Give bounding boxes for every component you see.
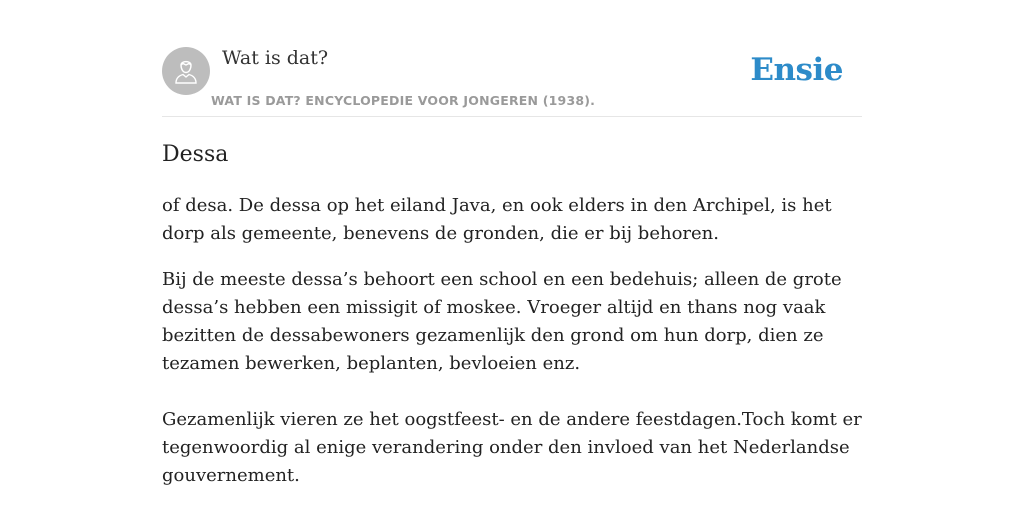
article-title: Dessa <box>162 142 229 167</box>
user-silhouette-icon <box>171 56 201 86</box>
author-name[interactable]: Wat is dat? <box>222 47 329 69</box>
article-header <box>162 46 862 117</box>
article-body <box>162 192 874 508</box>
article-paragraph: of desa. De dessa op het eiland Java, en ook elders in den Archipel, is het dorp als gemeente, benevens de gronden, die er bij behoren. <box>162 195 832 244</box>
article-paragraph: Bij de meeste dessa’s behoort een school en een bedehuis; alleen de grote dessa’s hebben een missigit of moskee. Vroeger altijd en thans nog vaak bezitten de dessabewoners gezamenlijk den grond om hun dorp, dien ze tezamen bewerken, beplanten, bevloeien enz. Gezamenlijk vieren ze het oogstfeest- en de andere feestdagen.Toch komt er tegenwoordig al enige verandering onder den invloed van het Nederlandse gouvernement. <box>162 269 862 486</box>
source-citation[interactable]: WAT IS DAT? ENCYCLOPEDIE VOOR JONGEREN (1938). <box>211 93 596 108</box>
ensie-logo[interactable]: Ensie <box>750 52 843 88</box>
author-avatar[interactable] <box>162 47 210 95</box>
